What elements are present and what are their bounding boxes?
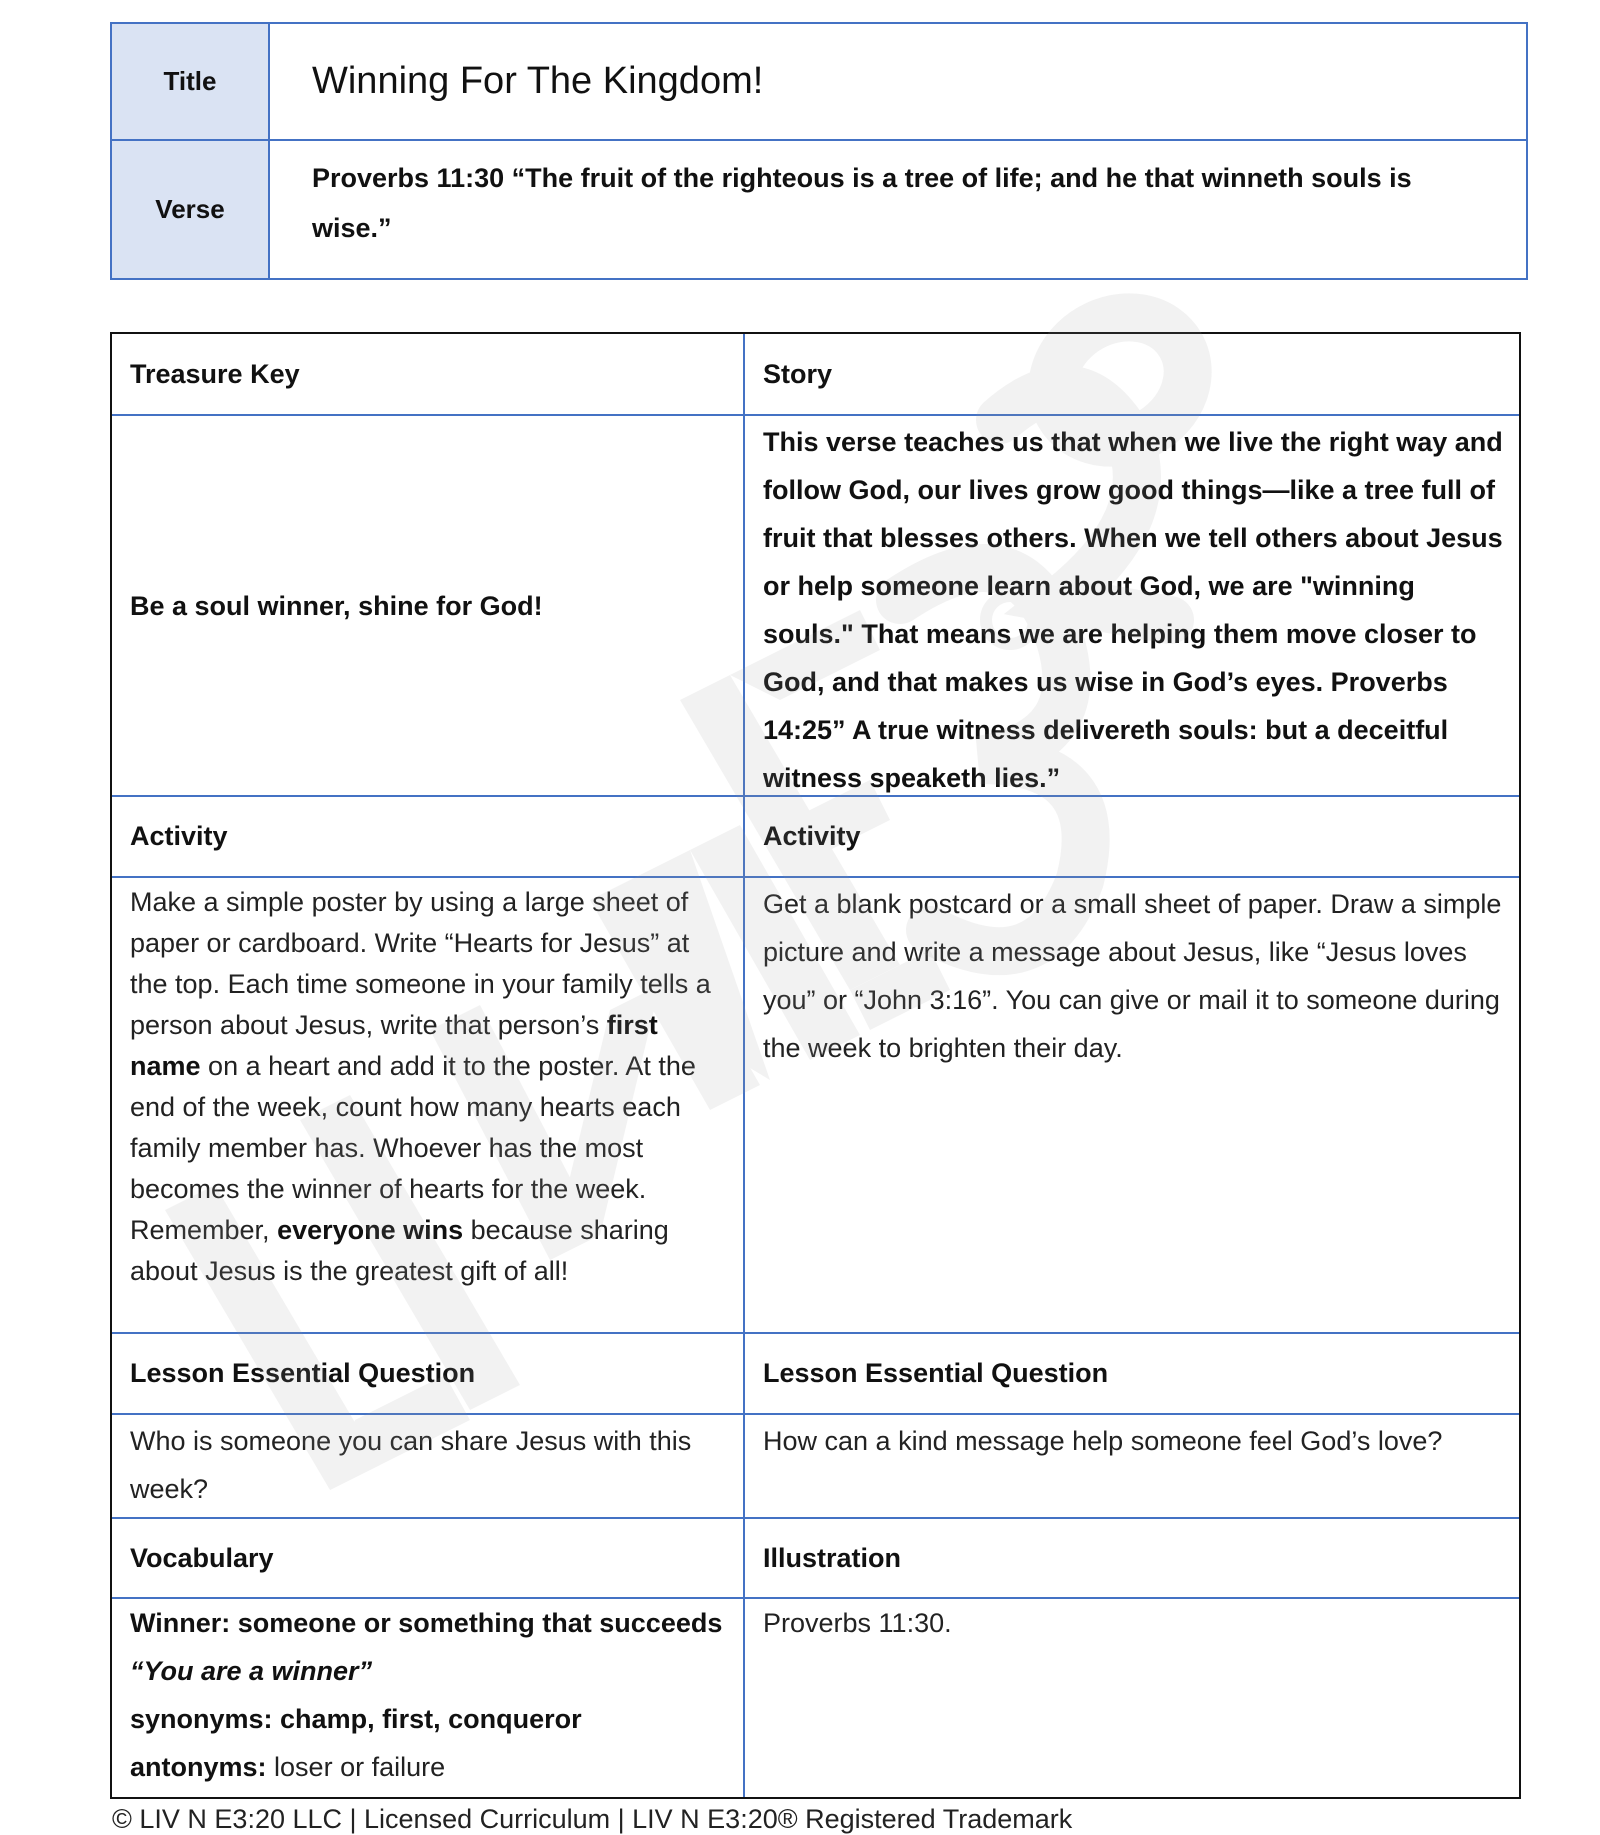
vocabulary-text xyxy=(130,1599,725,1791)
question-header-left: Lesson Essential Question xyxy=(130,1358,476,1388)
activity-header-right: Activity xyxy=(763,821,861,851)
activity-left-text xyxy=(130,882,725,1292)
story-cell xyxy=(745,418,1521,795)
activity-left-part1: Make a simple poster by using a large sheet of paper or cardboard. Write “Hearts for Jesus” at the top. Each time someone in your family tells a person about Jesus, write that person’s xyxy=(130,887,711,1040)
illustration-cell xyxy=(745,1599,1521,1797)
question-header-right: Lesson Essential Question xyxy=(763,1358,1109,1388)
activity-right-text: Get a blank postcard or a small sheet of paper. Draw a simple picture and write a message about Jesus, like “Jesus loves you” or “John 3:16”. You can give or mail it to someone during the week to brighten their day. xyxy=(763,889,1502,1063)
activity-right-cell xyxy=(745,880,1521,1332)
lesson-title: Winning For The Kingdom! xyxy=(312,60,764,102)
title-row xyxy=(112,24,1526,141)
activity-left-emphasis2: everyone wins xyxy=(277,1215,464,1245)
row-divider xyxy=(112,1413,1519,1415)
copyright-footer: © LIV N E3:20 LLC | Licensed Curriculum | LIV N E3:20® Registered Trademark xyxy=(112,1804,1073,1834)
vocab-antonyms-label: antonyms: xyxy=(130,1752,267,1782)
question-left-cell xyxy=(112,1417,743,1517)
activity-left-emphasis1: first name xyxy=(130,1010,658,1081)
title-value-cell xyxy=(270,24,1526,139)
question-right-cell xyxy=(745,1417,1521,1517)
lesson-table xyxy=(110,332,1521,1799)
question-left-text: Who is someone you can share Jesus with this week? xyxy=(130,1426,692,1504)
vocabulary-header: Vocabulary xyxy=(130,1542,274,1573)
vocab-definition: Winner: someone or something that succeeds xyxy=(130,1608,723,1638)
treasure-key-cell xyxy=(112,416,743,795)
lesson-verse: Proverbs 11:30 “The fruit of the righteous is a tree of life; and he that winneth souls is wise.” xyxy=(312,163,1412,243)
verse-label: Verse xyxy=(112,141,270,278)
treasure-key-text: Be a soul winner, shine for God! xyxy=(130,590,543,621)
vocab-antonyms: loser or failure xyxy=(274,1752,446,1782)
illustration-text: Proverbs 11:30. xyxy=(763,1608,952,1638)
activity-left-part3: because sharing about Jesus is the greatest gift of all! xyxy=(130,1215,669,1286)
header-table xyxy=(110,22,1528,280)
illustration-header: Illustration xyxy=(763,1542,902,1573)
question-right-text: How can a kind message help someone feel God’s love? xyxy=(763,1426,1443,1456)
activity-left-part2: on a heart and add it to the poster. At the end of the week, count how many hearts each family member has. Whoever has the most becomes the winner of hearts for the week. Remember, xyxy=(130,1051,696,1245)
row-divider xyxy=(112,876,1519,878)
story-header: Story xyxy=(763,358,833,389)
activity-left-cell xyxy=(112,882,743,1332)
title-label: Title xyxy=(112,24,270,139)
verse-row xyxy=(112,141,1526,278)
vocab-synonyms: synonyms: champ, first, conqueror xyxy=(130,1704,582,1734)
treasure-key-header: Treasure Key xyxy=(130,358,300,389)
vocabulary-cell xyxy=(112,1599,743,1797)
verse-value-cell xyxy=(270,141,1526,278)
vocab-example: “You are a winner” xyxy=(130,1656,373,1686)
activity-header-left: Activity xyxy=(130,821,228,851)
story-text: This verse teaches us that when we live the right way and follow God, our lives grow good things—like a tree full of fruit that blesses others. When we tell others about Jesus or help someone learn about God, we are "winning souls." That means we are helping them move closer to God, and that makes us wise in God’s eyes. Proverbs 14:25” A true witness delivereth souls: but a deceitful witness speaketh lies.” xyxy=(763,427,1503,793)
